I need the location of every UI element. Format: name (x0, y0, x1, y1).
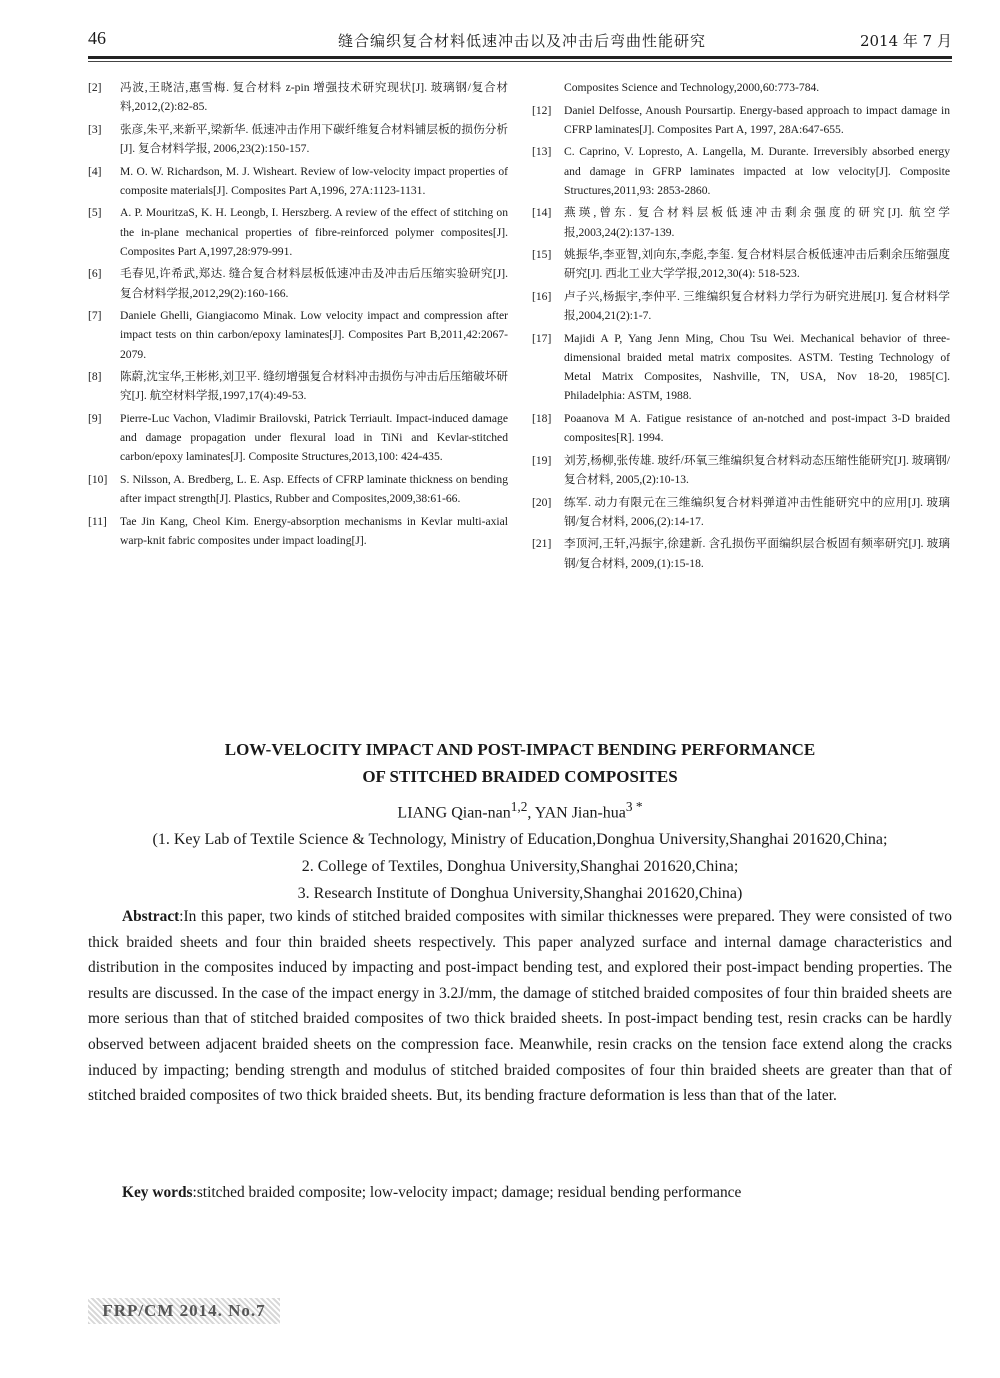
reference-text: 陈蔚,沈宝华,王彬彬,刘卫平. 缝纫增强复合材料冲击损伤与冲击后压缩破坏研究[J]. 航空材料学报,1997,17(4):49-53. (120, 370, 508, 403)
page-number: 46 (88, 28, 106, 48)
journal-footer-mark: FRP/CM 2014. No.7 (88, 1298, 280, 1324)
reference-item (88, 264, 508, 302)
reference-text: 刘芳,杨柳,张传雄. 玻纤/环氧三维编织复合材料动态压缩性能研究[J]. 玻璃钢/复合材料, 2005,(2):10-13. (564, 453, 950, 486)
reference-item (88, 409, 508, 467)
author-2-affiliation: 3 * (625, 799, 643, 814)
reference-item (88, 306, 508, 364)
abstract (88, 904, 952, 1109)
reference-text: C. Caprino, V. Lopresto, A. Langella, M. Durante. Irreversibly absorbed energy and damage in GFRP laminates impacted at low velocity[J]. Composite Structures,2011,93: 2853-2860. (564, 145, 950, 197)
reference-text: Pierre-Luc Vachon, Vladimir Brailovski, Patrick Terriault. Impact-induced damage and damage propagation under flexural load in TiNi and Kevlar-stitched carbon/epoxy laminates[J]. Composite Structures,2013,100: 424-435. (120, 411, 508, 464)
reference-number: [21] (532, 537, 552, 551)
reference-number: [4] (88, 164, 102, 178)
reference-item (88, 162, 508, 200)
issue-date: 2014 年 7 月 (859, 32, 952, 50)
reference-text: 冯波,王晓洁,惠雪梅. 复合材料 z-pin 增强技术研究现状[J]. 玻璃钢/复合材料,2012,(2):82-85. (120, 81, 508, 114)
paper-title-line-1: LOW-VELOCITY IMPACT AND POST-IMPACT BENDING PERFORMANCE (224, 740, 816, 759)
reference-item (532, 534, 950, 572)
reference-item (532, 329, 950, 406)
reference-item (88, 470, 508, 508)
reference-number: [16] (532, 289, 552, 303)
reference-number: [13] (532, 145, 552, 159)
reference-number: [6] (88, 267, 102, 281)
running-title: 缝合编织复合材料低速冲击以及冲击后弯曲性能研究 (338, 32, 707, 50)
reference-text: 姚振华,李亚智,刘向东,李彪,李玺. 复合材料层合板低速冲击后剩余压缩强度研究[J]. 西北工业大学学报,2012,30(4): 518-523. (564, 248, 950, 281)
references-left-column (88, 78, 508, 554)
reference-number: [8] (88, 370, 102, 384)
author-1: LIANG Qian-nan (397, 804, 511, 822)
reference-number: [9] (88, 411, 102, 425)
affiliation-3: 3. Research Institute of Donghua University,Shanghai 201620,China) (297, 885, 743, 903)
reference-number: [14] (532, 206, 552, 220)
reference-text: Poaanova M A. Fatigue resistance of an-notched and post-impact 3-D braided composites[R]. 1994. (564, 411, 950, 445)
reference-item (532, 142, 950, 200)
reference-text: S. Nilsson, A. Bredberg, L. E. Asp. Effects of CFRP laminate thickness on bending after impact strength[J]. Plastics, Rubber and Composites,2009,38:61-66. (120, 472, 508, 506)
reference-item (532, 493, 950, 531)
reference-text: 张彦,朱平,来新平,梁新华. 低速冲击作用下碳纤维复合材料铺层板的损伤分析[J]. 复合材料学报, 2006,23(2):150-157. (120, 122, 508, 155)
reference-text: Composites Science and Technology,2000,60:773-784. (564, 81, 820, 94)
reference-item (532, 203, 950, 241)
author-line (88, 794, 952, 826)
reference-item (532, 451, 950, 489)
reference-number: [2] (88, 81, 102, 94)
affiliation-2: 2. College of Textiles, Donghua University,Shanghai 201620,China; (301, 858, 739, 876)
reference-text: Daniel Delfosse, Anoush Poursartip. Energy-based approach to impact damage in CFRP laminates[J]. Composites Part A, 1997, 28A:647-655. (564, 103, 950, 136)
reference-number: [10] (88, 472, 108, 486)
reference-text: A. P. MouritzaS, K. H. Leongb, I. Herszberg. A review of the effect of stitching on the in-plane mechanical properties of fibre-reinforced polymer composites[J]. Composites Part A,1997,28:979-991. (120, 206, 508, 258)
keywords-label: Key words (122, 1184, 193, 1201)
reference-item (532, 287, 950, 325)
reference-number: [7] (88, 309, 102, 323)
reference-item (532, 78, 950, 97)
author-separator: , (527, 804, 535, 822)
header-rule-thin (88, 61, 952, 62)
english-title-block (88, 736, 952, 907)
reference-text: Tae Jin Kang, Cheol Kim. Energy-absorption mechanisms in Kevlar multi-axial warp-knit fabric composites under impact loading[J]. (120, 514, 508, 547)
reference-number: [3] (88, 122, 102, 136)
reference-item (532, 409, 950, 447)
author-2: YAN Jian-hua (534, 804, 626, 822)
reference-text: 燕瑛,曾东. 复合材料层板低速冲击剩余强度的研究[J]. 航空学报,2003,24(2):137-139. (564, 206, 950, 239)
reference-item (88, 78, 508, 116)
keywords (122, 1184, 952, 1202)
references-right-column (532, 78, 950, 576)
reference-item (532, 245, 950, 283)
reference-item (88, 512, 508, 550)
reference-item (88, 367, 508, 405)
header-rule-thick (88, 56, 952, 59)
reference-item (532, 101, 950, 139)
reference-text: M. O. W. Richardson, M. J. Wisheart. Review of low-velocity impact properties of composite materials[J]. Composites Part A,1996, 27A:1123-1131. (120, 164, 508, 197)
keywords-text: :stitched braided composite; low-velocity impact; damage; residual bending performance (192, 1184, 742, 1201)
reference-item (88, 203, 508, 261)
reference-number: [5] (88, 206, 102, 220)
abstract-label: Abstract (122, 908, 180, 925)
reference-number: [18] (532, 411, 552, 425)
paper-title-line-2: OF STITCHED BRAIDED COMPOSITES (362, 767, 678, 786)
reference-item (88, 120, 508, 158)
reference-text: 卢子兴,杨振宇,李仲平. 三维编织复合材料力学行为研究进展[J]. 复合材料学报,2004,21(2):1-7. (564, 289, 950, 323)
reference-number: [12] (532, 103, 552, 117)
abstract-text: :In this paper, two kinds of stitched braided composites with similar thicknesses were prepared. They were consisted of two thick braided sheets and four thin braided sheets respectively. This paper analyzed surface and internal damage characteristics and distribution in the composites induced by impacting and post-impact bending test, and explored their post-impact bending properties. The results are discussed. In the case of the impact energy in 3.2J/mm, the damage of stitched braided composites of four thin braided sheets are more serious than that of stitched braided composites of two thick braided sheets. In post-impact bending test, resin cracks can be hardly observed between adjacent braided sheets on the compression face. Meanwhile, resin cracks on the tension face extend along the cracks induced by impacting; bending strength and modulus of stitched braided composites of four thin braided sheets are greater than that of stitched braided composites of two thick braided sheets. But, its bending fracture deformation is less than that of the later. (88, 908, 952, 1105)
reference-text: Daniele Ghelli, Giangiacomo Minak. Low velocity impact and compression after impact tests on thin carbon/epoxy laminates[J]. Composites Part B,2011,42:2067-2079. (120, 309, 508, 361)
page-header (88, 26, 952, 60)
reference-number: [15] (532, 248, 552, 262)
reference-text: 练军. 动力有限元在三维编织复合材料弹道冲击性能研究中的应用[J]. 玻璃钢/复合材料, 2006,(2):14-17. (564, 495, 950, 528)
reference-number: [20] (532, 495, 552, 509)
reference-number: [17] (532, 331, 552, 345)
author-1-affiliation: 1,2 (510, 799, 528, 814)
reference-text: 毛春见,许希武,郑达. 缝合复合材料层板低速冲击及冲击后压缩实验研究[J]. 复合材料学报,2012,29(2):160-166. (120, 267, 508, 300)
reference-number: [11] (88, 514, 107, 528)
reference-text: Majidi A P, Yang Jenn Ming, Chou Tsu Wei. Mechanical behavior of three-dimensional braided metal matrix composites. ASTM. Testing Technology of Metal Matrix Composites, Nashville, TN, USA, Nov 18-20, 1985[C]. Philadelphia: ASTM, 1988. (564, 331, 950, 403)
reference-text: 李顶河,王轩,冯振宇,徐建新. 含孔损伤平面编织层合板固有频率研究[J]. 玻璃钢/复合材料, 2009,(1):15-18. (564, 537, 950, 570)
reference-number: [19] (532, 453, 552, 467)
affiliation-1: (1. Key Lab of Textile Science & Technology, Ministry of Education,Donghua University,Shanghai 201620,China; (152, 831, 888, 849)
